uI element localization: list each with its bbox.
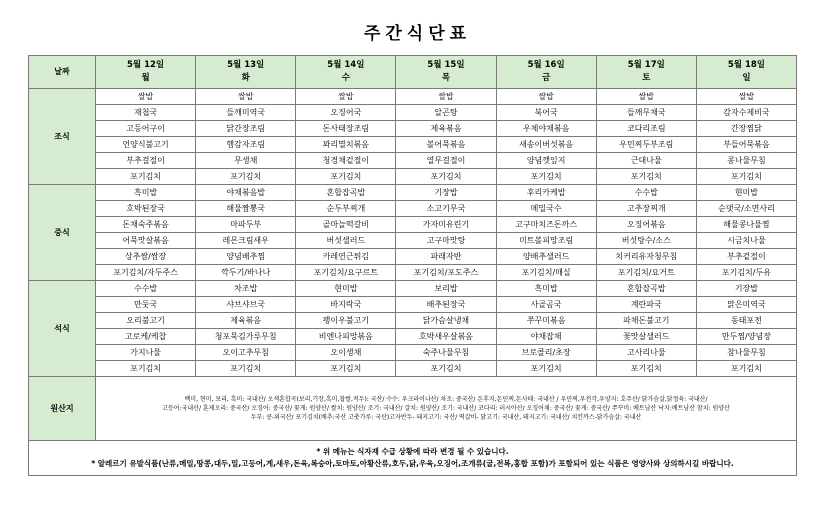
menu-item: 소고기무국 xyxy=(396,201,496,217)
menu-item: 포기김치/요구르트 xyxy=(296,265,396,281)
menu-item: 쌀밥 xyxy=(496,89,596,105)
menu-item: 마파두부 xyxy=(196,217,296,233)
menu-item: 카레연근튀김 xyxy=(296,249,396,265)
day-weekday: 일 xyxy=(742,73,751,83)
menu-item: 포기김치 xyxy=(96,169,196,185)
menu-row xyxy=(29,313,797,329)
menu-item: 포기김치 xyxy=(496,361,596,377)
menu-item: 볼어묵볶음 xyxy=(396,137,496,153)
menu-item: 파래자반 xyxy=(396,249,496,265)
weekly-menu-table xyxy=(28,55,797,476)
menu-item: 포기김치 xyxy=(696,169,796,185)
menu-item: 배추된장국 xyxy=(396,297,496,313)
origin-row xyxy=(29,377,797,441)
menu-item: 북어국 xyxy=(496,105,596,121)
menu-item: 쌀밥 xyxy=(96,89,196,105)
menu-item: 언양식불고기 xyxy=(96,137,196,153)
menu-item: 포기김치 xyxy=(296,361,396,377)
menu-item: 들깨무채국 xyxy=(596,105,696,121)
day-header xyxy=(496,56,596,89)
menu-item: 치커리유자청무침 xyxy=(596,249,696,265)
menu-item: 포기김치/매실 xyxy=(496,265,596,281)
menu-item: 양념배추찜 xyxy=(196,249,296,265)
day-weekday: 화 xyxy=(241,73,250,83)
menu-item: 양념깻잎지 xyxy=(496,153,596,169)
menu-item: 만두찜/양념장 xyxy=(696,329,796,345)
day-header xyxy=(96,56,196,89)
day-header xyxy=(596,56,696,89)
menu-item: 참나물무침 xyxy=(696,345,796,361)
footer-row xyxy=(29,441,797,476)
menu-item: 오이생채 xyxy=(296,345,396,361)
menu-item: 고추장찌개 xyxy=(596,201,696,217)
menu-item: 해물짬뽕국 xyxy=(196,201,296,217)
menu-item: 쌀밥 xyxy=(596,89,696,105)
menu-item: 가지나물 xyxy=(96,345,196,361)
day-header xyxy=(396,56,496,89)
menu-item: 고사리나물 xyxy=(596,345,696,361)
menu-item: 포기김치 xyxy=(396,169,496,185)
menu-row xyxy=(29,265,797,281)
day-header xyxy=(696,56,796,89)
meal-label: 석식 xyxy=(29,281,96,377)
menu-item: 쭈꾸미볶음 xyxy=(496,313,596,329)
day-date: 5월 15일 xyxy=(427,60,465,70)
menu-row xyxy=(29,249,797,265)
day-weekday: 월 xyxy=(141,73,150,83)
menu-item: 골마늘떡갈비 xyxy=(296,217,396,233)
menu-item: 간장찜닭 xyxy=(696,121,796,137)
menu-item: 맑은미역국 xyxy=(696,297,796,313)
menu-item: 샤브샤브국 xyxy=(196,297,296,313)
menu-item: 오징어볶음 xyxy=(596,217,696,233)
menu-item: 순두부찌개 xyxy=(296,201,396,217)
menu-item: 돈사태장조림 xyxy=(296,121,396,137)
menu-item: 기장밥 xyxy=(696,281,796,297)
origin-line: 고등어:국내산/ 훈제오리: 중국산/ 오징어: 중국산/ 꽃게: 원양산/ 쌀치: 원양산/ 조기: 국내산/ 갈치: 원양산/ 조기: 국내산/ 코다리: 러시아산/ 오징어채: 중국산/ 꽃게: 중국산/ 쭈꾸미: 베트남산 낙지:베트남산 참치: 원양산 xyxy=(162,405,730,412)
menu-item: 비엔나피망볶음 xyxy=(296,329,396,345)
menu-item: 호박된장국 xyxy=(96,201,196,217)
day-date: 5월 12일 xyxy=(127,60,165,70)
menu-item: 고구마치즈돈까스 xyxy=(496,217,596,233)
menu-item: 호박새우살볶음 xyxy=(396,329,496,345)
date-header-label: 날짜 xyxy=(29,56,96,89)
menu-item: 쌀밥 xyxy=(196,89,296,105)
menu-item: 혼합잡곡밥 xyxy=(596,281,696,297)
day-date: 5월 14일 xyxy=(327,60,365,70)
menu-item: 닭가슴살냉채 xyxy=(396,313,496,329)
menu-item: 청포묵김가루무침 xyxy=(196,329,296,345)
day-header xyxy=(296,56,396,89)
day-date: 5월 16일 xyxy=(527,60,565,70)
menu-item: 사골곰국 xyxy=(496,297,596,313)
menu-item: 들깨미역국 xyxy=(196,105,296,121)
menu-item: 청경채겉절이 xyxy=(296,153,396,169)
day-header xyxy=(196,56,296,89)
menu-item: 가자미유린기 xyxy=(396,217,496,233)
menu-item: 포기김치 xyxy=(696,361,796,377)
footer-allergy-notice: * 알레르기 유발식품(난류,메밀,땅콩,대두,밀,고등어,게,새우,돈육,복숭아,토마토,아황산류,호두,닭,우육,오징어,조개류(굴,전복,홍합 포함)가 포함되어 있는 식품은 영양사와 상의하시길 바랍니다. xyxy=(91,459,734,468)
menu-row xyxy=(29,297,797,313)
menu-item: 파채돈불고기 xyxy=(596,313,696,329)
menu-item: 재첩국 xyxy=(96,105,196,121)
day-weekday: 목 xyxy=(441,73,451,83)
menu-item: 시금치나물 xyxy=(696,233,796,249)
menu-item: 오징어국 xyxy=(296,105,396,121)
menu-item: 포기김치 xyxy=(596,361,696,377)
menu-item: 알곤탕 xyxy=(396,105,496,121)
menu-item: 현미밥 xyxy=(296,281,396,297)
day-date: 5월 17일 xyxy=(627,60,665,70)
day-weekday: 금 xyxy=(542,73,551,83)
menu-item: 브로콜리/초장 xyxy=(496,345,596,361)
footer-change-notice: * 위 메뉴는 식자재 수급 상황에 따라 변경 될 수 있습니다. xyxy=(316,447,509,456)
menu-row xyxy=(29,201,797,217)
menu-item: 포기김치 xyxy=(296,169,396,185)
meal-label: 중식 xyxy=(29,185,96,281)
menu-row xyxy=(29,329,797,345)
menu-row xyxy=(29,137,797,153)
menu-row xyxy=(29,89,797,105)
menu-item: 해물콩나물찜 xyxy=(696,217,796,233)
menu-item: 쌀밥 xyxy=(696,89,796,105)
menu-item: 코다리조림 xyxy=(596,121,696,137)
menu-row xyxy=(29,361,797,377)
day-date: 5월 18일 xyxy=(727,60,765,70)
menu-item: 야채볶음밥 xyxy=(196,185,296,201)
menu-item: 근대나물 xyxy=(596,153,696,169)
menu-item: 오리불고기 xyxy=(96,313,196,329)
menu-item: 콩나물무침 xyxy=(696,153,796,169)
menu-item: 상추쌈/쌈장 xyxy=(96,249,196,265)
menu-row xyxy=(29,345,797,361)
menu-item: 만둣국 xyxy=(96,297,196,313)
menu-item: 깍두기/바나나 xyxy=(196,265,296,281)
origin-label: 원산지 xyxy=(29,377,96,441)
origin-line: 백미, 현미, 보리, 흑미: 국내산/ 오색혼합곡(보리,기장,흑미,찹쌀,적두): 국산/ 수수: 우크라이나산/ 차조: 중국산/ 돈후지,돈민찌,돈사태: 국내산 / 우민찌,우전각,우양지: 호주산/ 닭가슴살,닭정육: 국내산/ xyxy=(184,396,708,403)
menu-item: 감자수제비국 xyxy=(696,105,796,121)
menu-item: 후리카케밥 xyxy=(496,185,596,201)
menu-item: 포기김치/자두주스 xyxy=(96,265,196,281)
menu-item: 부들어묵볶음 xyxy=(696,137,796,153)
menu-row xyxy=(29,185,797,201)
footer-notice xyxy=(29,441,797,476)
menu-item: 수수밥 xyxy=(96,281,196,297)
meal-label: 조식 xyxy=(29,89,96,185)
menu-item: 오이고추무침 xyxy=(196,345,296,361)
menu-item: 열무걸절이 xyxy=(396,153,496,169)
menu-item: 포기김치 xyxy=(196,169,296,185)
menu-item: 제육볶음 xyxy=(396,121,496,137)
menu-item: 숙주나물무침 xyxy=(396,345,496,361)
menu-item: 레몬크림새우 xyxy=(196,233,296,249)
origin-info xyxy=(96,377,797,441)
menu-item: 고로케/케찹 xyxy=(96,329,196,345)
menu-item: 꽃맛살샐러드 xyxy=(596,329,696,345)
menu-item: 흑미밥 xyxy=(96,185,196,201)
menu-row xyxy=(29,217,797,233)
menu-item: 돈채숙주볶음 xyxy=(96,217,196,233)
menu-item: 현미밥 xyxy=(696,185,796,201)
menu-item: 포기김치/두유 xyxy=(696,265,796,281)
menu-item: 꽈리멸치볶음 xyxy=(296,137,396,153)
menu-item: 계란파국 xyxy=(596,297,696,313)
menu-item: 포기김치 xyxy=(396,361,496,377)
menu-item: 포기김치/요거트 xyxy=(596,265,696,281)
menu-item: 새송이버섯볶음 xyxy=(496,137,596,153)
menu-item: 닭간장조림 xyxy=(196,121,296,137)
menu-item: 양배추샐러드 xyxy=(496,249,596,265)
menu-item: 포기김치 xyxy=(496,169,596,185)
menu-row xyxy=(29,281,797,297)
menu-item: 고등어구이 xyxy=(96,121,196,137)
menu-item: 야채잡채 xyxy=(496,329,596,345)
menu-item: 포기김치/포도주스 xyxy=(396,265,496,281)
menu-item: 보리밥 xyxy=(396,281,496,297)
menu-item: 햄감자조림 xyxy=(196,137,296,153)
menu-item: 포기김치 xyxy=(596,169,696,185)
menu-item: 바지락국 xyxy=(296,297,396,313)
menu-item: 무생채 xyxy=(196,153,296,169)
menu-item: 포기김치 xyxy=(96,361,196,377)
date-header-row xyxy=(29,56,797,89)
menu-item: 미트볼피망조림 xyxy=(496,233,596,249)
menu-item: 버섯샐러드 xyxy=(296,233,396,249)
menu-item: 부추겉절이 xyxy=(696,249,796,265)
page-title: 주간식단표 xyxy=(363,24,472,44)
menu-item: 순댓국/소면사리 xyxy=(696,201,796,217)
menu-item: 혼합잡곡밥 xyxy=(296,185,396,201)
menu-row xyxy=(29,121,797,137)
day-weekday: 수 xyxy=(341,73,350,83)
menu-item: 우민찌두부조림 xyxy=(596,137,696,153)
menu-item: 수수밥 xyxy=(596,185,696,201)
menu-item: 차조밥 xyxy=(196,281,296,297)
menu-item: 팽이우불고기 xyxy=(296,313,396,329)
menu-item: 어묵맛살볶음 xyxy=(96,233,196,249)
menu-row xyxy=(29,105,797,121)
menu-row xyxy=(29,169,797,185)
menu-item: 쌀밥 xyxy=(296,89,396,105)
menu-item: 부추걸절이 xyxy=(96,153,196,169)
menu-item: 고구마맛탕 xyxy=(396,233,496,249)
menu-row xyxy=(29,153,797,169)
menu-item: 포기김치 xyxy=(196,361,296,377)
menu-item: 기장밥 xyxy=(396,185,496,201)
menu-item: 버섯탕수/소스 xyxy=(596,233,696,249)
menu-item: 우체야채볶음 xyxy=(496,121,596,137)
menu-row xyxy=(29,233,797,249)
menu-item: 메밀국수 xyxy=(496,201,596,217)
menu-item: 동태포전 xyxy=(696,313,796,329)
menu-item: 흑미밥 xyxy=(496,281,596,297)
menu-item: 제육볶음 xyxy=(196,313,296,329)
day-date: 5월 13일 xyxy=(227,60,265,70)
menu-item: 쌀밥 xyxy=(396,89,496,105)
origin-line: 두부: 콩-외국산/ 포기김치(배추:국산 고춧가루: 국산)고자반두- 돼지고기: 국산/ 떡갈비- 닭고기: 국내산, 돼지고기: 국내산/ 치킨까스-닭가슴살: 국내산 xyxy=(250,414,642,421)
day-weekday: 토 xyxy=(642,73,651,83)
